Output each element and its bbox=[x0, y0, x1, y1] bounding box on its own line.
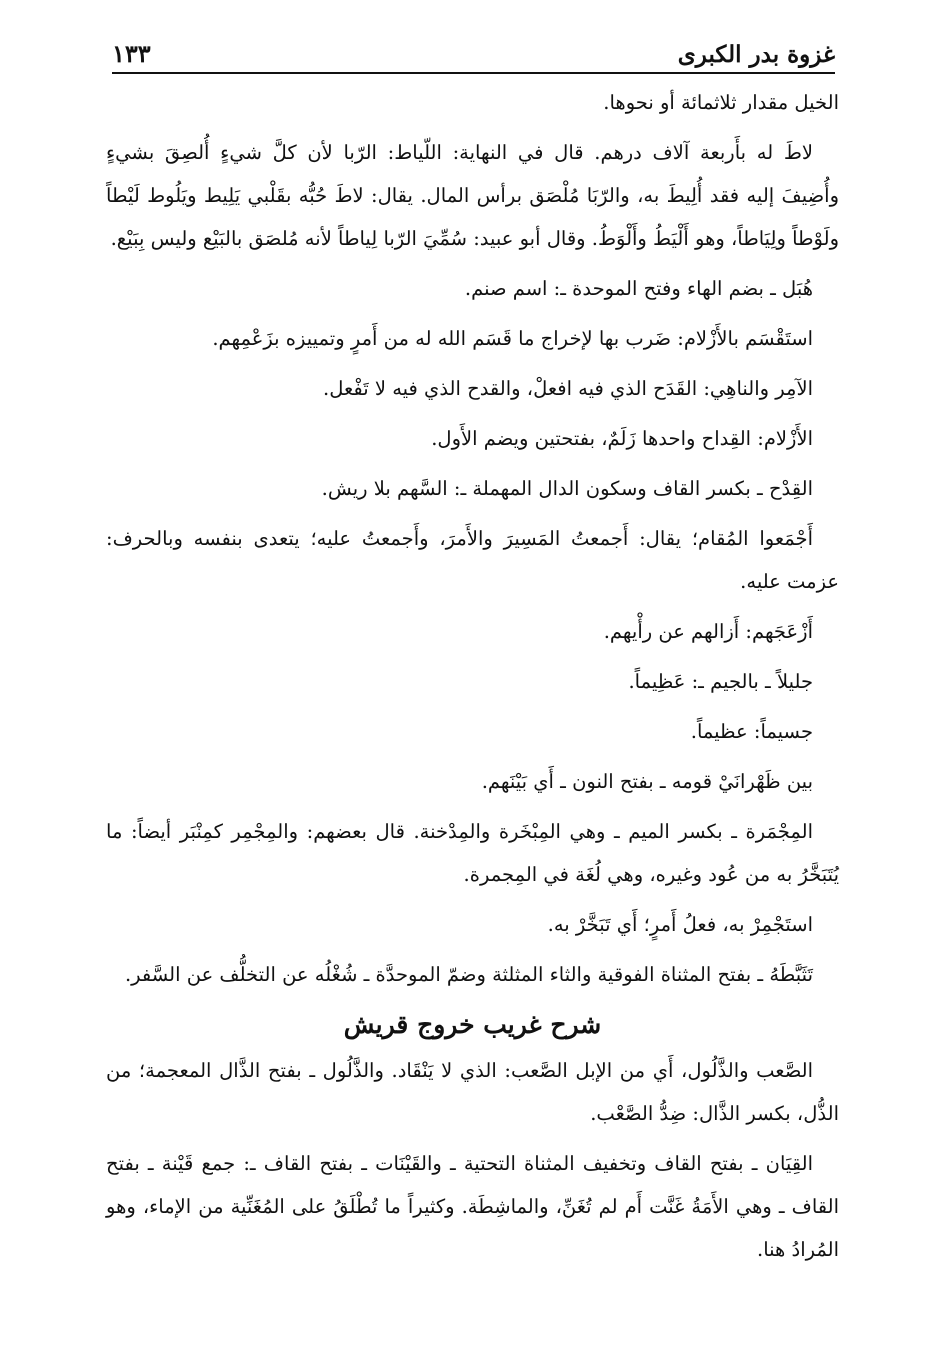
paragraph-azajahum: أَزْعَجَهم: أَزالهم عن رأْيهم. bbox=[603, 620, 813, 643]
paragraph-jasim: جسيماً: عظيماً. bbox=[690, 720, 813, 743]
paragraph-mijmara: المِجْمَرة ـ بكسر الميم ـ وهي المِبْخَرة والمِدْخنة. قال بعضهم: والمِجْمِر كمِنْبَر أيضاً: ما يُتَبَخَّرُ به من عُود وغيره، وهي لُغَة في المِجمرة. bbox=[106, 820, 839, 886]
page-body bbox=[106, 88, 839, 1278]
paragraph-continued: الخيل مقدار ثلاثمائة أو نحوها. bbox=[603, 91, 839, 114]
paragraph-hubal: هُبَل ـ بضم الهاء وفتح الموحدة ـ: اسم صنم. bbox=[464, 277, 813, 300]
section-heading: شرح غريب خروج قريش bbox=[343, 1010, 602, 1039]
paragraph-thabbatah: تَثَبَّطَهُ ـ بفتح المثناة الفوقية والثاء المثلثة وضمّ الموحدَّة ـ شُغْلُه عن التخلُّف عن السَّفر. bbox=[124, 963, 813, 986]
paragraph-azlam: الأَزْلام: القِداح واحدها زَلَمٌ، بفتحتين ويضم الأَول. bbox=[431, 427, 813, 450]
paragraph-sab-dhalul: الصَّعب والذَّلُول، أَي من الإبل الصَّعب: الذي لا يَنْقَاد. والذَّلُول ـ بفتح الذَّال المعجمة؛ من الذُّل، بكسر الذَّال: ضِدُّ الصَّعْب. bbox=[106, 1059, 839, 1125]
running-title: غزوة بدر الكبرى bbox=[677, 41, 835, 68]
paragraph-istajmir: استَجْمِرْ به، فعلُ أَمرٍ؛ أَي تَبَخَّرْ به. bbox=[547, 913, 813, 936]
paragraph-zahrani: بين ظَهْرانَيْ قومه ـ بفتح النون ـ أَي بَيْنَهم. bbox=[481, 770, 813, 793]
paragraph-jalil: جليلاً ـ بالجيم ـ: عَظِيماً. bbox=[628, 670, 813, 693]
paragraph-istaqsam: استَقْسَم بالأَزْلام: ضَرب بها لإخراج ما قَسَم الله له من أَمرٍ وتمييزه بزَعْمِهم. bbox=[212, 327, 813, 350]
paragraph-qiyan: القِيَان ـ بفتح القاف وتخفيف المثناة التحتية ـ والقَيْنَات ـ بفتح القاف ـ: جمع قَيْنة ـ بفتح القاف ـ وهي الأَمَةُ غَنَّت أَم لم تُغَنِّ، والماشِطَة. وكثيراً ما تُطْلَقُ على المُغَنِّية من الإماء، وهو المُرادُ هنا. bbox=[106, 1152, 839, 1261]
paragraph-ajmau: أَجْمَعوا المُقام؛ يقال: أَجمعتُ المَسِيرَ والأَمرَ، وأَجمعتُ عليه؛ يتعدى بنفسه وبالحرف: عزمت عليه. bbox=[106, 527, 839, 593]
page-header bbox=[112, 28, 835, 74]
paragraph-amir-nahi: الآمِر والناهِي: القَدَح الذي فيه افعلْ، والقدح الذي فيه لا تَفْعل. bbox=[323, 377, 813, 400]
page-number: ١٣٣ bbox=[112, 39, 151, 68]
paragraph-liyat: لاطَ له بأَربعة آلاف درهم. قال في النهاية: اللّياط: الرّبا لأن كلَّ شيءٍ أُلصِقَ بشيءٍ وأُضِيفَ إليه فقد أُلِيطَ به، والرّبَا مُلْصَق برأس المال. يقال: لاطَ حُبُّه بقَلْبي يَلِيط ويَلُوط لَيْطاً ولَوْطاً ولِيَاطاً، وهو أَلْيَطُ وأَلْوَطُ. وقال أبو عبيد: سُمِّيَ الرّبا لِياطاً لأنه مُلصَق بالبَيْع وليس بِبَيْع. bbox=[106, 141, 839, 250]
paragraph-qidh: القِدْح ـ بكسر القاف وسكون الدال المهملة ـ: السَّهم بلا ريش. bbox=[321, 477, 813, 500]
